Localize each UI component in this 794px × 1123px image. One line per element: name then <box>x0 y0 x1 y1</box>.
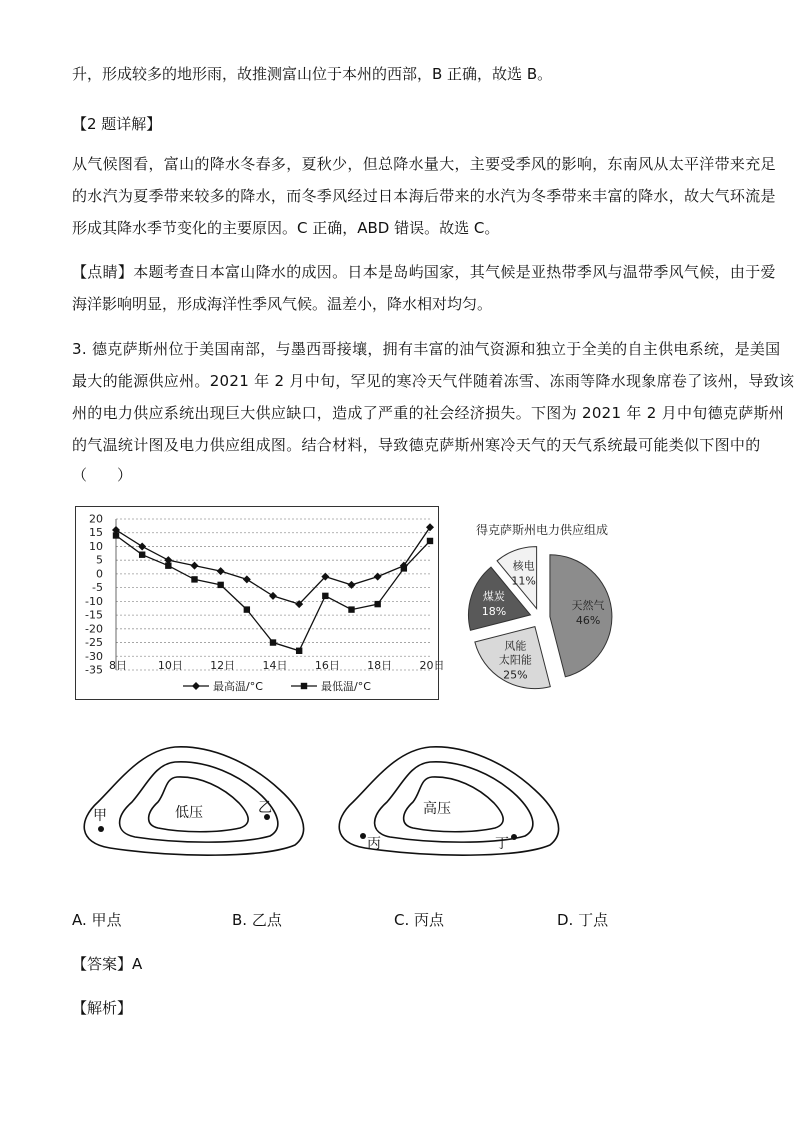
point-ding-marker <box>511 834 517 840</box>
x-tick-label: 14日 <box>262 659 288 672</box>
low-pressure-label: 低压 <box>175 805 203 821</box>
x-tick-label: 8日 <box>109 659 127 672</box>
pie-slice-label: 天然气 <box>571 598 605 612</box>
x-tick-label: 12日 <box>210 659 236 672</box>
option-c[interactable]: C. 丙点 <box>394 911 445 929</box>
data-point-low <box>374 601 380 607</box>
data-point-low <box>270 639 276 645</box>
point-bing-marker <box>360 833 366 839</box>
y-tick-label: -15 <box>85 608 103 622</box>
pie-slice-value: 25% <box>503 668 528 682</box>
pie-slice-value: 11% <box>511 574 536 588</box>
point-jia-marker <box>98 826 104 832</box>
power-supply-pie-chart <box>452 512 632 702</box>
x-tick-label: 16日 <box>314 659 340 672</box>
analysis-heading: 【解析】 <box>72 999 133 1017</box>
data-point-low <box>427 538 433 544</box>
y-tick-label: 0 <box>96 567 103 581</box>
question-3-line-3: 州的电力供应系统出现巨大供应缺口，造成了严重的社会经济损失。下图为 2021 年 2 月中旬德克萨斯州 <box>72 404 785 422</box>
y-tick-label: -5 <box>92 581 103 595</box>
pie-slice-value: 18% <box>481 605 507 619</box>
temperature-line-chart <box>75 506 445 700</box>
point-yi-label: 乙 <box>258 800 272 816</box>
x-tick-label: 18日 <box>367 659 393 672</box>
data-point-low <box>191 576 197 582</box>
data-point-low <box>348 606 354 612</box>
question-3-line-1: 3. 德克萨斯州位于美国南部，与墨西哥接壤，拥有丰富的油气资源和独立于全美的自主供电系统，是美国 <box>72 340 781 358</box>
y-tick-label: -25 <box>85 636 103 650</box>
legend-label: 最高温/°C <box>213 680 263 693</box>
question-3-line-4: 的气温统计图及电力供应组成图。结合材料，导致德克萨斯州寒冷天气的天气系统最可能类似下图中的 <box>72 436 761 454</box>
tip-line-2: 海洋影响明显，形成海洋性季风气候。温差小，降水相对均匀。 <box>72 295 493 313</box>
pie-slice-label: 太阳能 <box>498 653 532 667</box>
para-2-line-3: 形成其降水季节变化的主要原因。C 正确，ABD 错误。故选 C。 <box>72 219 500 237</box>
data-point-low <box>165 562 171 568</box>
para-line-1: 升，形成较多的地形雨，故推测富山位于本州的西部，B 正确，故选 B。 <box>72 65 553 83</box>
data-point-low <box>139 551 145 557</box>
option-d[interactable]: D. 丁点 <box>557 911 609 929</box>
point-ding-label: 丁 <box>495 836 509 852</box>
pie-slice-label: 风能 <box>504 639 527 653</box>
y-tick-label: 5 <box>96 553 103 567</box>
y-tick-label: 20 <box>89 512 103 526</box>
question-3-line-5: （ ） <box>72 466 133 484</box>
high-pressure-label: 高压 <box>423 801 451 817</box>
y-tick-label: -20 <box>85 622 103 636</box>
y-tick-label: -30 <box>85 649 103 663</box>
legend-label: 最低温/°C <box>321 680 371 693</box>
data-point-low <box>401 565 407 571</box>
data-point-low <box>113 532 119 538</box>
data-point-low <box>244 606 250 612</box>
data-point-low <box>322 593 328 599</box>
pie-slice-value: 46% <box>575 613 601 627</box>
pie-title: 得克萨斯州电力供应组成 <box>475 523 609 537</box>
data-point-low <box>296 648 302 654</box>
y-tick-label: -10 <box>85 594 103 608</box>
point-bing-label: 丙 <box>367 836 381 852</box>
y-tick-label: 15 <box>89 526 103 540</box>
isobar-diagrams <box>80 740 720 865</box>
tip-line-1: 【点睛】本题考查日本富山降水的成因。日本是岛屿国家，其气候是亚热带季风与温带季风气候，由于爱 <box>72 263 776 281</box>
legend-marker <box>301 683 307 689</box>
option-a[interactable]: A. 甲点 <box>72 911 122 929</box>
data-point-low <box>217 582 223 588</box>
pie-slice-label: 煤炭 <box>482 590 505 604</box>
answer-line: 【答案】A <box>72 955 143 973</box>
pie-slice-label: 核电 <box>512 559 535 573</box>
x-tick-label: 10日 <box>157 659 183 672</box>
para-2-line-2: 的水汽为夏季带来较多的降水，而冬季风经过日本海后带来的水汽为冬季带来丰富的降水，故大气环流是 <box>72 187 776 205</box>
question-3-line-2: 最大的能源供应州。2021 年 2 月中旬，罕见的寒冷天气伴随着冻雪、冻雨等降水现象席卷了该州，导致该 <box>72 372 794 390</box>
point-jia-label: 甲 <box>93 808 107 824</box>
para-2-line-1: 从气候图看，富山的降水冬春多，夏秋少，但总降水量大，主要受季风的影响，东南风从太平洋带来充足 <box>72 155 776 173</box>
question-2-heading: 【2 题详解】 <box>72 115 162 133</box>
option-b[interactable]: B. 乙点 <box>232 911 282 929</box>
y-tick-label: -35 <box>85 663 103 677</box>
y-tick-label: 10 <box>89 539 103 553</box>
x-tick-label: 20日 <box>419 659 445 672</box>
